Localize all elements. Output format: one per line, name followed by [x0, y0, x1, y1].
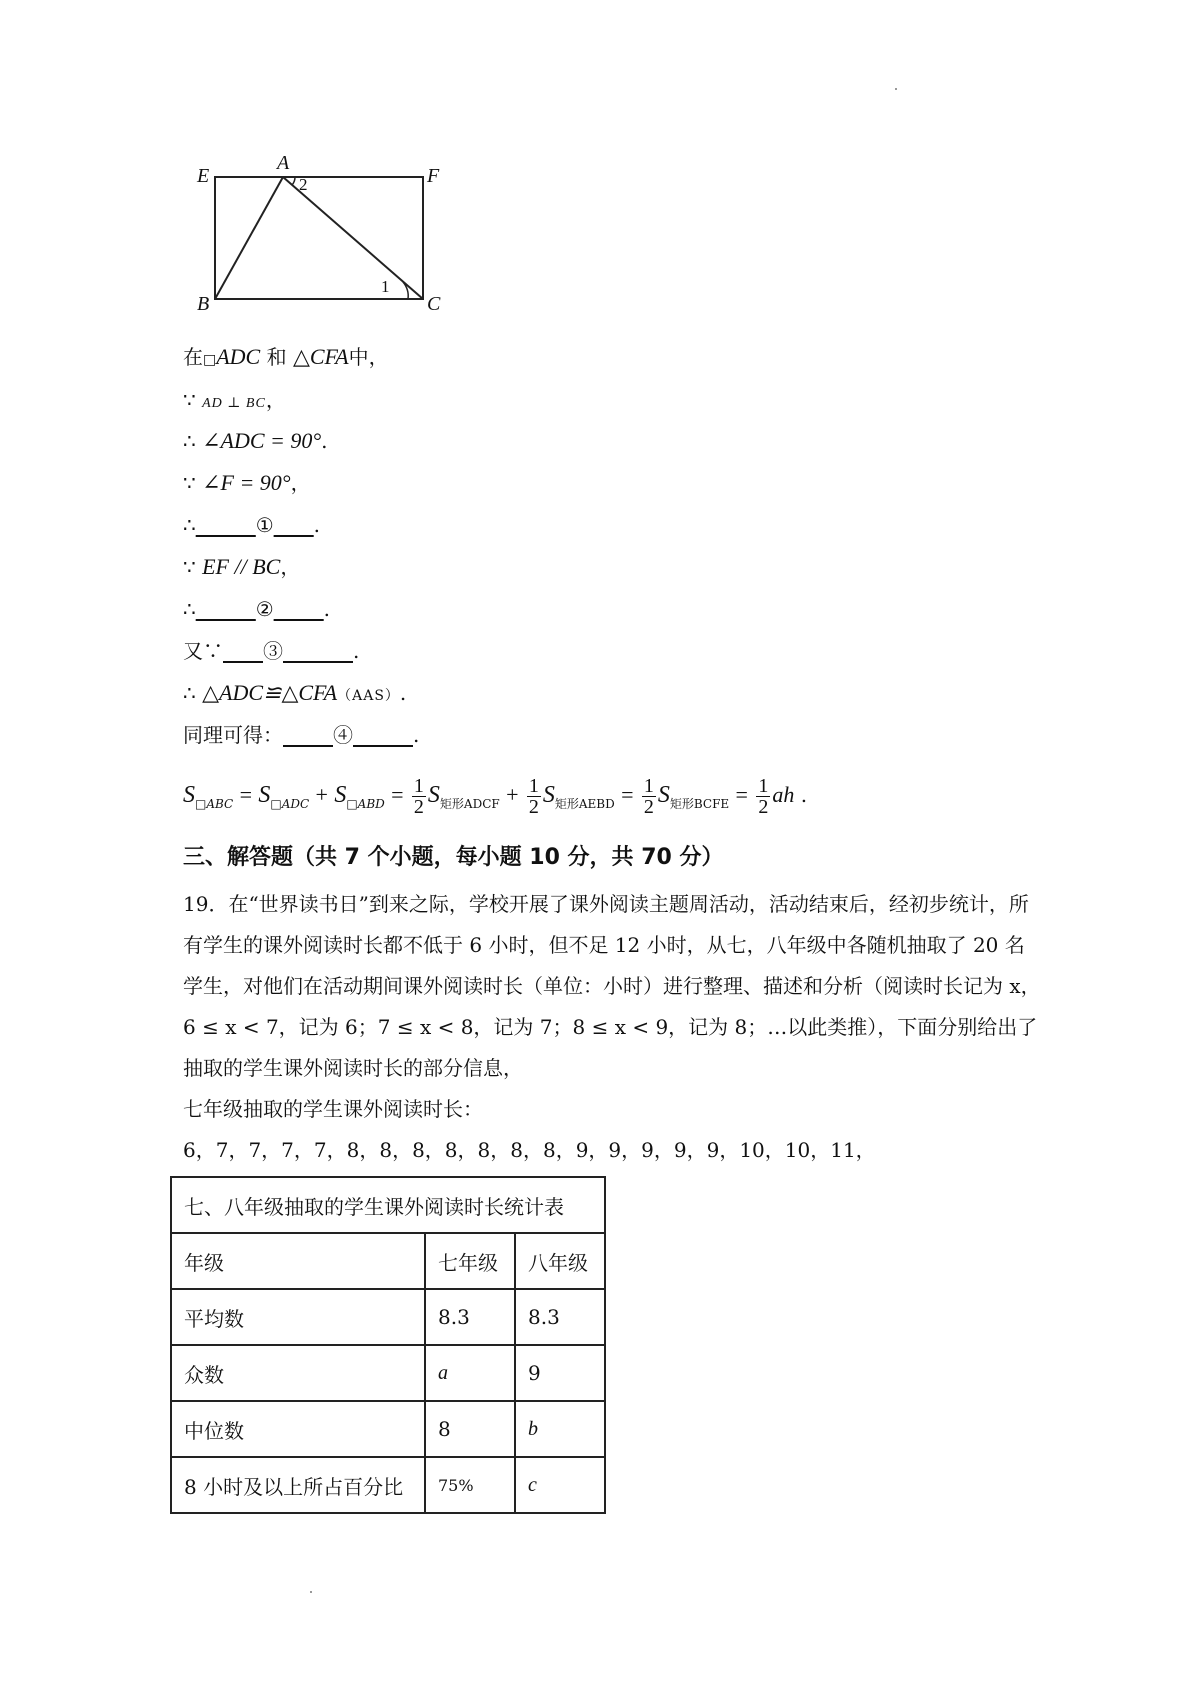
therefore-symbol: ∴ [183, 429, 196, 453]
proof-line-4 [183, 470, 311, 496]
proof-line-9 [183, 680, 406, 709]
equals-sign: = [239, 782, 253, 807]
math-expression: EF // BC [202, 554, 281, 579]
fill-blank: ______ [195, 597, 256, 621]
numerator: 1 [413, 775, 424, 797]
table-header-cell: 年级 [171, 1233, 425, 1289]
area-symbol: S [427, 782, 440, 808]
fill-blank: ______ [353, 723, 413, 747]
scan-dot [310, 1591, 312, 1593]
grade7-data-label: 七年级抽取的学生课外阅读时长： [183, 1097, 483, 1121]
fill-blank: ____ [223, 639, 263, 663]
table-row [171, 1401, 605, 1457]
grade7-data-values: 6，7，7，7，7，8，8，8，8，8，8，8，9，9，9，9，9，10，10，11， [183, 1138, 876, 1162]
triangle-name: CFA [309, 344, 349, 369]
math-expression: ah [772, 782, 795, 807]
fraction-half [756, 776, 770, 817]
proof-line-1 [183, 344, 389, 373]
table-cell: 8.3 [425, 1289, 515, 1345]
table-header-cell: 八年级 [515, 1233, 605, 1289]
table-cell: 众数 [171, 1345, 425, 1401]
fraction-half [642, 776, 656, 817]
question-19-text: 19．在“世界读书日”到来之际，学校开展了课外阅读主题周活动，活动结束后，经初步统计，所有学生的课外阅读时长都不低于 6 小时，但不足 12 小时，从七，八年级中各随机抽取了 20 名学生，对他们在活动期间课外阅读时长（单位：小时）进行整理、描述和分析（阅读时长记为 x，6 ≤ x < 7，记为 6；7 ≤ x < 8，记为 7；8 ≤ x < 9，记为 8；…以此类推），下面分别给出了抽取的学生课外阅读时长的部分信息， [183, 892, 1041, 1080]
area-symbol: S [183, 782, 195, 808]
angle-2-arc [292, 177, 295, 185]
because-symbol: ∵ [183, 471, 196, 495]
subscript: 矩形AEBD [554, 797, 615, 811]
denominator: 2 [758, 796, 769, 818]
text-prefix: 同理可得： [183, 723, 283, 747]
text-prefix: 又∵ [183, 639, 223, 663]
rectangle-ebcf [215, 177, 423, 299]
punctuation: . [323, 597, 331, 621]
triangle-placeholder-box: □ [195, 797, 207, 811]
table-cell: 平均数 [171, 1289, 425, 1345]
text-suffix: 中， [348, 345, 389, 369]
denominator: 2 [643, 796, 654, 818]
label-b: B [197, 293, 210, 315]
punctuation: ， [290, 471, 311, 495]
table-header-row [171, 1233, 605, 1289]
math-expression: ∠F = 90° [202, 470, 291, 495]
table-cell: 9 [515, 1345, 605, 1401]
numerator: 1 [643, 775, 654, 797]
table-caption-row [171, 1177, 605, 1233]
blank-marker: ④ [333, 723, 353, 747]
triangle-placeholder-box: □ [203, 352, 217, 368]
segment-ac [283, 177, 423, 299]
punctuation: . [321, 429, 328, 453]
punctuation: ， [280, 555, 301, 579]
numerator: 1 [758, 775, 769, 797]
subscript: ADC [281, 797, 310, 811]
label-c: C [427, 293, 441, 315]
area-symbol: S [542, 782, 555, 808]
plus-sign: + [506, 782, 519, 807]
label-angle-2: 2 [299, 175, 308, 194]
blank-marker: ③ [263, 639, 283, 663]
text-and: 和 [266, 345, 287, 369]
punctuation: . [413, 723, 420, 747]
section-heading: 三、解答题（共 7 个小题，每小题 10 分，共 70 分） [183, 845, 724, 870]
therefore-symbol: ∴ [183, 597, 196, 621]
label-a: A [277, 152, 290, 174]
congruence-reason: （AAS） [337, 688, 400, 704]
punctuation: . [399, 681, 407, 705]
table-row [171, 1345, 605, 1401]
table-header-cell: 七年级 [425, 1233, 515, 1289]
equals-sign: = [735, 782, 748, 807]
therefore-symbol: ∴ [183, 681, 196, 705]
equals-sign: = [391, 782, 404, 807]
proof-line-3 [183, 428, 328, 454]
triangle-name: ADC [216, 344, 261, 369]
punctuation: . [313, 513, 321, 537]
statistics-table [170, 1176, 606, 1514]
proof-line-8 [183, 638, 359, 664]
table-cell: 75% [425, 1457, 515, 1513]
fill-blank: _____ [273, 597, 324, 621]
table-cell: 8 小时及以上所占百分比 [171, 1457, 425, 1513]
label-f: F [427, 165, 440, 187]
area-formula [183, 770, 807, 820]
table-caption: 七、八年级抽取的学生课外阅读时长统计表 [171, 1177, 605, 1233]
punctuation: ， [265, 388, 286, 412]
label-e: E [197, 165, 210, 187]
fill-blank: _______ [283, 639, 353, 663]
blank-marker: ② [255, 597, 274, 621]
punctuation: . [800, 783, 808, 807]
table-row [171, 1289, 605, 1345]
table-cell: 中位数 [171, 1401, 425, 1457]
therefore-symbol: ∴ [183, 513, 196, 537]
subscript: ABD [357, 797, 385, 811]
equals-sign: = [621, 782, 634, 807]
proof-line-10 [183, 722, 419, 748]
table-cell: 8.3 [515, 1289, 605, 1345]
fraction-half [412, 776, 426, 817]
table-cell: c [515, 1457, 605, 1513]
fill-blank: ____ [273, 513, 314, 537]
scan-dot [895, 88, 897, 90]
denominator: 2 [413, 796, 424, 818]
fill-blank: ______ [195, 513, 256, 537]
because-symbol: ∵ [183, 555, 196, 579]
proof-line-2 [183, 387, 286, 417]
table-cell: 8 [425, 1401, 515, 1457]
table-cell: b [515, 1401, 605, 1457]
punctuation: . [353, 639, 360, 663]
because-symbol: ∵ [183, 388, 196, 412]
proof-line-6 [183, 554, 300, 580]
area-symbol: S [258, 782, 271, 808]
math-expression: ∠ADC = 90° [202, 428, 322, 453]
triangle-placeholder-box: □ [346, 797, 358, 811]
denominator: 2 [528, 796, 539, 818]
math-expression: AD ⊥ BC [202, 396, 266, 411]
fill-blank: _____ [283, 723, 333, 747]
blank-marker: ① [255, 513, 274, 537]
fraction-half [527, 776, 541, 817]
text-prefix: 在 [183, 345, 203, 369]
triangle-placeholder-box: □ [270, 797, 282, 811]
subscript: 矩形ADCF [439, 797, 500, 811]
table-row [171, 1457, 605, 1513]
label-angle-1: 1 [381, 277, 390, 296]
area-symbol: S [334, 782, 347, 808]
table-cell: a [425, 1345, 515, 1401]
geometry-figure [195, 152, 455, 315]
subscript: ABC [206, 797, 234, 811]
subscript: 矩形BCFE [669, 797, 730, 811]
numerator: 1 [528, 775, 539, 797]
segment-ab [215, 177, 283, 299]
triangle-symbol: △ [292, 344, 310, 369]
math-expression: △ADC≌△CFA [202, 680, 338, 705]
proof-line-5 [183, 512, 320, 538]
rectangle-triangle-diagram [195, 155, 455, 315]
proof-line-7 [183, 596, 330, 622]
plus-sign: + [315, 782, 328, 807]
area-symbol: S [657, 782, 670, 808]
